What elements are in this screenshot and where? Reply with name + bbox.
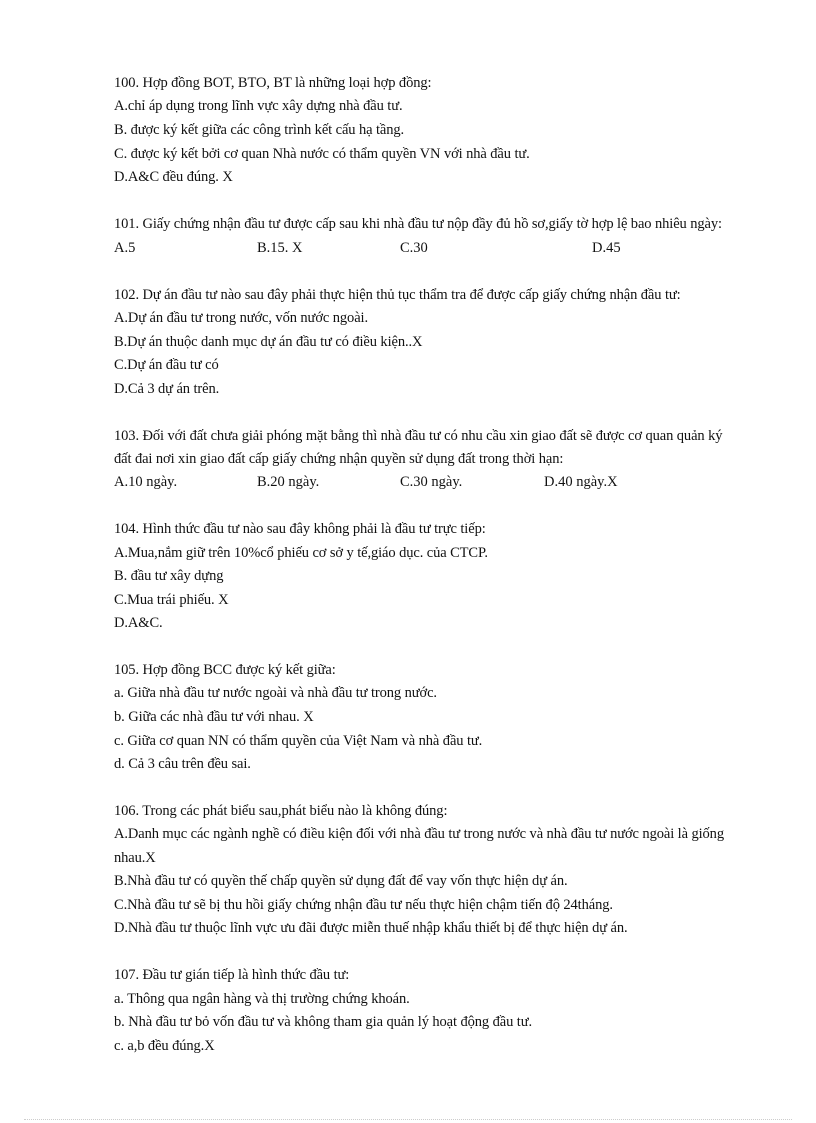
question-103-option-c: C.30 ngày. xyxy=(400,474,463,490)
question-105-option-d: d. Cả 3 câu trên đều sai. xyxy=(114,756,251,772)
question-101-stem: 101. Giấy chứng nhận đầu tư được cấp sau khi nhà đầu tư nộp đầy đủ hồ sơ,giấy tờ hợp lệ bao nhiêu ngày: xyxy=(114,216,722,232)
question-103-stem-line1: 103. Đối với đất chưa giải phóng mặt bằng thì nhà đầu tư có nhu cầu xin giao đất sẽ được cơ quan quản ký xyxy=(114,428,723,444)
question-100-option-d: D.A&C đều đúng. X xyxy=(114,169,233,185)
question-100-option-b: B. được ký kết giữa các công trình kết cấu hạ tầng. xyxy=(114,122,405,138)
question-106-option-d: D.Nhà đầu tư thuộc lĩnh vực ưu đãi được miễn thuế nhập khẩu thiết bị để thực hiện dự án. xyxy=(114,920,628,936)
question-104-option-a: A.Mua,nắm giữ trên 10%cổ phiếu cơ sở y tế,giáo dục. của CTCP. xyxy=(114,545,488,561)
question-107-stem: 107. Đầu tư gián tiếp là hình thức đầu tư: xyxy=(114,967,350,983)
question-104-option-b: B. đầu tư xây dựng xyxy=(114,568,224,584)
question-102-stem: 102. Dự án đầu tư nào sau đây phải thực hiện thủ tục thẩm tra để được cấp giấy chứng nhận đầu tư: xyxy=(114,287,681,303)
question-101-option-b: B.15. X xyxy=(257,240,303,256)
question-102-option-b: B.Dự án thuộc danh mục dự án đầu tư có điều kiện..X xyxy=(114,334,423,350)
question-102-option-d: D.Cả 3 dự án trên. xyxy=(114,381,220,397)
question-105-option-c: c. Giữa cơ quan NN có thẩm quyền của Việt Nam và nhà đầu tư. xyxy=(114,733,483,749)
question-102-option-a: A.Dự án đầu tư trong nước, vốn nước ngoài. xyxy=(114,310,368,326)
question-101-option-a: A.5 xyxy=(114,240,136,256)
question-104-option-d: D.A&C. xyxy=(114,615,163,631)
question-102-option-c: C.Dự án đầu tư có xyxy=(114,357,219,373)
question-107-option-c: c. a,b đều đúng.X xyxy=(114,1038,215,1054)
question-105-stem: 105. Hợp đồng BCC được ký kết giữa: xyxy=(114,662,336,678)
question-103-option-b: B.20 ngày. xyxy=(257,474,320,490)
question-100-stem: 100. Hợp đồng BOT, BTO, BT là những loại hợp đồng: xyxy=(114,75,432,91)
question-104-option-c: C.Mua trái phiếu. X xyxy=(114,592,229,608)
question-106-option-a-line2: nhau.X xyxy=(114,850,156,866)
page-bottom-divider xyxy=(24,1119,792,1120)
question-103-stem-line2: đất đai nơi xin giao đất cấp giấy chứng nhận quyền sử dụng đất trong thời hạn: xyxy=(114,451,564,467)
question-100-option-c: C. được ký kết bởi cơ quan Nhà nước có thẩm quyền VN với nhà đầu tư. xyxy=(114,146,530,162)
question-106-option-b: B.Nhà đầu tư có quyền thế chấp quyền sử dụng đất để vay vốn thực hiện dự án. xyxy=(114,873,568,889)
question-107-option-b: b. Nhà đầu tư bỏ vốn đầu tư và không tham gia quản lý hoạt động đầu tư. xyxy=(114,1014,532,1030)
question-105-option-b: b. Giữa các nhà đầu tư với nhau. X xyxy=(114,709,314,725)
question-104-stem: 104. Hình thức đầu tư nào sau đây không phải là đầu tư trực tiếp: xyxy=(114,521,486,537)
question-106-option-c: C.Nhà đầu tư sẽ bị thu hồi giấy chứng nhận đầu tư nếu thực hiện chậm tiến độ 24tháng. xyxy=(114,897,613,913)
question-101-option-d: D.45 xyxy=(592,240,621,256)
question-105-option-a: a. Giữa nhà đầu tư nước ngoài và nhà đầu tư trong nước. xyxy=(114,685,437,701)
question-103-option-d: D.40 ngày.X xyxy=(544,474,618,490)
question-101-option-c: C.30 xyxy=(400,240,428,256)
question-103-option-a: A.10 ngày. xyxy=(114,474,178,490)
question-106-stem: 106. Trong các phát biểu sau,phát biểu nào là không đúng: xyxy=(114,803,448,819)
question-106-option-a-line1: A.Danh mục các ngành nghề có điều kiện đối với nhà đầu tư trong nước và nhà đầu tư nước ngoài là giống xyxy=(114,826,724,842)
question-107-option-a: a. Thông qua ngân hàng và thị trường chứng khoán. xyxy=(114,991,410,1007)
question-100-option-a: A.chỉ áp dụng trong lĩnh vực xây dựng nhà đầu tư. xyxy=(114,98,403,114)
